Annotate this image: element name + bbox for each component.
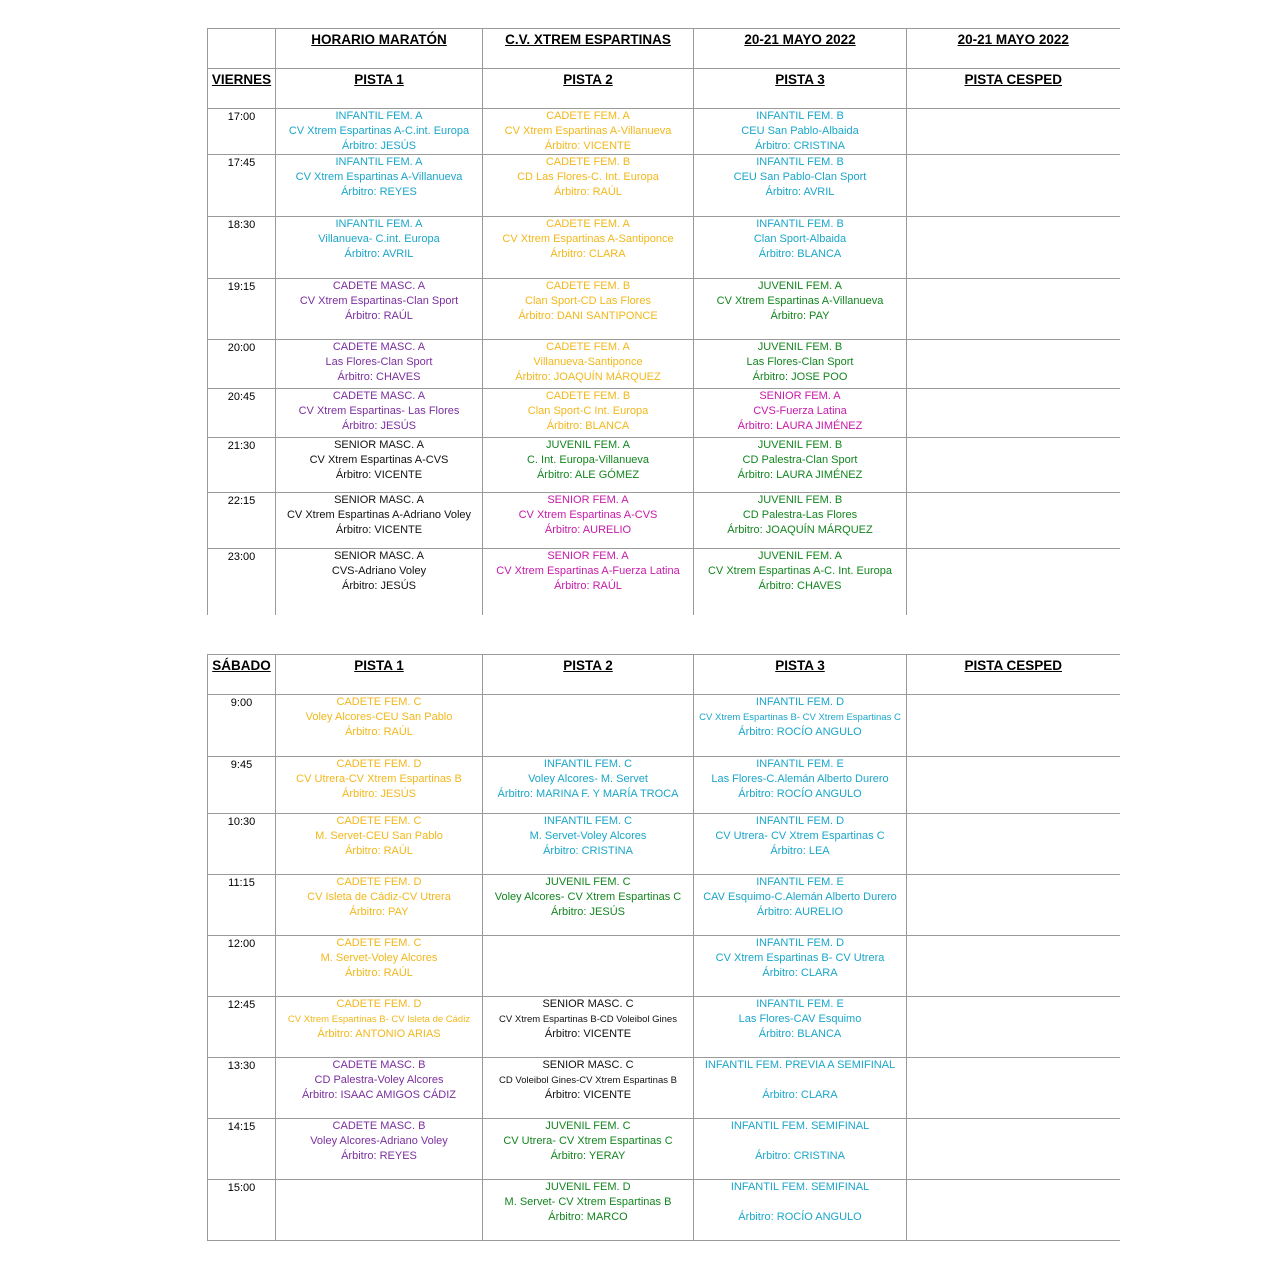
match-referee: Árbitro: RAÚL <box>345 967 413 979</box>
match-teams: M. Servet-CEU San Pablo <box>315 830 443 842</box>
match-cell <box>276 936 483 997</box>
match-referee: Árbitro: BLANCA <box>546 420 630 432</box>
time-slot: 19:15 <box>208 279 276 340</box>
match-teams: CD Las Flores-C. Int. Europa <box>517 171 659 183</box>
match-teams: M. Servet-Voley Alcores <box>320 952 438 964</box>
match-referee: Árbitro: JOSE POO <box>752 371 848 383</box>
match-referee: Árbitro: REYES <box>341 186 417 198</box>
match-cell <box>276 549 483 615</box>
match-teams: CV Utrera- CV Xtrem Espartinas C <box>715 830 885 842</box>
match-category: CADETE FEM. A <box>546 110 630 122</box>
schedule-row <box>208 217 1120 279</box>
match-cell <box>483 109 694 155</box>
match-category: CADETE MASC. B <box>332 1120 426 1132</box>
match-cell <box>483 814 694 875</box>
match-cell <box>276 155 483 217</box>
match-cell <box>276 695 483 757</box>
match-referee: Árbitro: AURELIO <box>544 524 632 536</box>
time-slot: 12:45 <box>208 997 276 1058</box>
court-header-row-cell: PISTA 3 <box>694 655 907 695</box>
match-teams: CV Xtrem Espartinas B- CV Utrera <box>715 952 885 964</box>
schedule-row <box>208 757 1120 814</box>
time-slot: 23:00 <box>208 549 276 615</box>
match-category: INFANTIL FEM. B <box>756 156 844 168</box>
match-teams: Voley Alcores-Adriano Voley <box>310 1135 448 1147</box>
court-header-row-cell: PISTA CESPED <box>907 655 1120 695</box>
match-cell <box>907 1180 1120 1241</box>
time-slot: 14:15 <box>208 1119 276 1180</box>
match-teams: CVS-Fuerza Latina <box>753 405 847 417</box>
match-cell <box>483 438 694 493</box>
match-referee: Árbitro: RAÚL <box>554 580 622 592</box>
match-teams: Clan Sport-Albaida <box>753 233 847 245</box>
match-referee: Árbitro: ISAAC AMIGOS CÁDIZ <box>301 1089 457 1101</box>
match-cell <box>276 279 483 340</box>
match-referee: Árbitro: CHAVES <box>758 580 842 592</box>
match-referee: Árbitro: YERAY <box>550 1150 626 1162</box>
time-slot: 20:45 <box>208 389 276 438</box>
friday-schedule-table <box>207 28 1120 615</box>
schedule-row <box>208 438 1120 493</box>
match-referee: Árbitro: VICENTE <box>544 140 632 152</box>
match-cell <box>694 549 907 615</box>
time-slot: 22:15 <box>208 493 276 549</box>
match-cell <box>694 438 907 493</box>
match-teams: CV Utrera-CV Xtrem Espartinas B <box>296 773 462 785</box>
match-category: INFANTIL FEM. E <box>756 998 844 1010</box>
match-cell <box>907 875 1120 936</box>
match-category: INFANTIL FEM. A <box>335 218 423 230</box>
match-category: INFANTIL FEM. SEMIFINAL <box>730 1120 870 1132</box>
match-category: JUVENIL FEM. A <box>758 280 842 292</box>
match-cell <box>276 493 483 549</box>
match-category: INFANTIL FEM. E <box>756 876 844 888</box>
court-header-row-cell: VIERNES <box>208 69 276 109</box>
match-referee: Árbitro: RAÚL <box>554 186 622 198</box>
match-referee: Árbitro: CLARA <box>550 248 626 260</box>
match-cell <box>276 389 483 438</box>
match-category: INFANTIL FEM. E <box>756 758 844 770</box>
match-category: JUVENIL FEM. A <box>758 550 842 562</box>
match-teams: Voley Alcores-CEU San Pablo <box>305 711 453 723</box>
match-referee: Árbitro: JESÚS <box>342 140 416 152</box>
match-teams: Villanueva- C.int. Europa <box>318 233 440 245</box>
match-category: CADETE FEM. D <box>336 876 422 888</box>
match-category: CADETE MASC. A <box>332 390 426 402</box>
match-referee: Árbitro: REYES <box>341 1150 417 1162</box>
match-teams: CV Xtrem Espartinas A-Fuerza Latina <box>496 565 680 577</box>
match-category: CADETE FEM. B <box>545 390 631 402</box>
match-cell <box>907 936 1120 997</box>
time-slot: 18:30 <box>208 217 276 279</box>
match-cell <box>907 997 1120 1058</box>
time-slot: 20:00 <box>208 340 276 389</box>
time-slot: 13:30 <box>208 1058 276 1119</box>
match-cell <box>276 340 483 389</box>
match-category: INFANTIL FEM. D <box>755 815 845 827</box>
match-teams: CD Palestra-Voley Alcores <box>314 1074 444 1086</box>
match-cell <box>483 217 694 279</box>
match-teams: CV Xtrem Espartinas A-CVS <box>309 454 449 466</box>
match-cell <box>907 695 1120 757</box>
match-referee: Árbitro: VICENTE <box>335 469 423 481</box>
match-teams: Las Flores-CAV Esquimo <box>738 1013 862 1025</box>
schedule-row <box>208 875 1120 936</box>
match-cell <box>694 493 907 549</box>
match-referee: Árbitro: ALE GÓMEZ <box>536 469 640 481</box>
schedule-row <box>208 109 1120 155</box>
match-cell <box>483 340 694 389</box>
match-category: INFANTIL FEM. A <box>335 110 423 122</box>
match-category: JUVENIL FEM. C <box>545 1120 631 1132</box>
match-category: CADETE FEM. D <box>336 758 422 770</box>
match-category: INFANTIL FEM. PREVIA A SEMIFINAL <box>704 1059 896 1071</box>
match-referee: Árbitro: PAY <box>770 310 830 322</box>
match-category: SENIOR MASC. A <box>334 439 424 451</box>
schedule-row <box>208 340 1120 389</box>
match-teams: Voley Alcores- CV Xtrem Espartinas C <box>494 891 682 903</box>
match-cell <box>694 875 907 936</box>
title-row-cell: 20-21 MAYO 2022 <box>907 29 1120 69</box>
match-category: JUVENIL FEM. B <box>757 494 843 506</box>
schedule-row <box>208 1180 1120 1241</box>
court-header-row-cell: PISTA 2 <box>483 69 694 109</box>
match-cell <box>694 936 907 997</box>
match-teams: CV Utrera- CV Xtrem Espartinas C <box>503 1135 673 1147</box>
court-header-row <box>208 69 1120 109</box>
saturday-schedule-table <box>207 654 1120 1241</box>
match-cell <box>483 1058 694 1119</box>
time-slot: 11:15 <box>208 875 276 936</box>
schedule-row <box>208 279 1120 340</box>
match-referee: Árbitro: CLARA <box>762 1089 838 1101</box>
match-referee: Árbitro: AURELIO <box>756 906 844 918</box>
match-cell <box>907 389 1120 438</box>
schedule-row <box>208 814 1120 875</box>
match-cell <box>694 1119 907 1180</box>
time-slot: 21:30 <box>208 438 276 493</box>
match-category: CADETE FEM. B <box>545 280 631 292</box>
match-category: SENIOR MASC. A <box>334 550 424 562</box>
match-category: CADETE FEM. D <box>336 998 422 1010</box>
match-cell <box>276 1058 483 1119</box>
schedule-row <box>208 695 1120 757</box>
match-referee: Árbitro: BLANCA <box>758 1028 842 1040</box>
match-cell <box>907 493 1120 549</box>
match-referee: Árbitro: RAÚL <box>345 310 413 322</box>
match-referee: Árbitro: PAY <box>349 906 409 918</box>
match-teams: CV Xtrem Espartinas B- CV Xtrem Espartinas C <box>699 712 901 723</box>
match-cell <box>907 340 1120 389</box>
match-teams: Clan Sport-CD Las Flores <box>525 295 651 307</box>
match-referee: Árbitro: JOAQUÍN MÁRQUEZ <box>727 524 873 536</box>
match-teams: CAV Esquimo-C.Alemán Alberto Durero <box>703 891 897 903</box>
match-referee: Árbitro: JESÚS <box>342 420 416 432</box>
match-referee: Árbitro: AVRIL <box>765 186 835 198</box>
court-header-row-cell: PISTA 1 <box>276 69 483 109</box>
match-referee: Árbitro: LAURA JIMÉNEZ <box>737 469 863 481</box>
title-row-cell: HORARIO MARATÓN <box>276 29 483 69</box>
court-header-row <box>208 655 1120 695</box>
match-teams: CV Xtrem Espartinas A-CVS <box>518 509 658 521</box>
match-teams: CV Isleta de Cádiz-CV Utrera <box>307 891 451 903</box>
match-referee: Árbitro: ROCÍO ANGULO <box>738 1211 862 1223</box>
schedule-row <box>208 389 1120 438</box>
match-cell <box>694 279 907 340</box>
match-teams: CEU San Pablo-Clan Sport <box>733 171 867 183</box>
match-category: INFANTIL FEM. SEMIFINAL <box>730 1181 870 1193</box>
match-cell <box>907 279 1120 340</box>
match-teams: CV Xtrem Espartinas A-Santiponce <box>502 233 674 245</box>
match-referee: Árbitro: ROCÍO ANGULO <box>738 788 862 800</box>
match-cell <box>694 340 907 389</box>
match-teams: CV Xtrem Espartinas A-Villanueva <box>504 125 672 137</box>
match-teams <box>694 1195 906 1210</box>
match-teams: Las Flores-C.Alemán Alberto Durero <box>711 773 889 785</box>
match-referee: Árbitro: MARINA F. Y MARÍA TROCA <box>497 788 679 800</box>
match-referee: Árbitro: RAÚL <box>345 726 413 738</box>
match-referee: Árbitro: AVRIL <box>344 248 414 260</box>
match-cell <box>907 1119 1120 1180</box>
match-referee: Árbitro: CRISTINA <box>543 845 633 857</box>
match-cell <box>694 109 907 155</box>
match-category: SENIOR FEM. A <box>547 494 629 506</box>
match-category: JUVENIL FEM. B <box>757 341 843 353</box>
match-teams: CV Xtrem Espartinas- Las Flores <box>298 405 460 417</box>
match-teams: CVS-Adriano Voley <box>331 565 427 577</box>
match-referee: Árbitro: BLANCA <box>758 248 842 260</box>
court-header-row-cell: PISTA 2 <box>483 655 694 695</box>
match-category: SENIOR FEM. A <box>547 550 629 562</box>
match-teams: Clan Sport-C Int. Europa <box>527 405 649 417</box>
schedule-row <box>208 1119 1120 1180</box>
match-referee: Árbitro: LAURA JIMÉNEZ <box>737 420 863 432</box>
match-cell <box>694 217 907 279</box>
match-referee: Árbitro: VICENTE <box>544 1089 632 1101</box>
match-cell <box>694 155 907 217</box>
match-cell <box>276 814 483 875</box>
match-cell <box>276 997 483 1058</box>
match-category: CADETE FEM. A <box>546 341 630 353</box>
schedule-row <box>208 155 1120 217</box>
match-cell <box>483 279 694 340</box>
match-referee: Árbitro: ROCÍO ANGULO <box>738 726 862 738</box>
match-teams: C. Int. Europa-Villanueva <box>526 454 650 466</box>
match-category: JUVENIL FEM. B <box>757 439 843 451</box>
match-category: INFANTIL FEM. A <box>335 156 423 168</box>
match-category: SENIOR MASC. C <box>542 998 634 1010</box>
time-slot: 17:45 <box>208 155 276 217</box>
match-teams: CV Xtrem Espartinas A-C. Int. Europa <box>707 565 893 577</box>
match-teams: CD Voleibol Gines-CV Xtrem Espartinas B <box>499 1075 677 1086</box>
match-cell <box>907 109 1120 155</box>
court-header-row-cell: PISTA CESPED <box>907 69 1120 109</box>
match-cell <box>907 549 1120 615</box>
match-category: CADETE FEM. C <box>336 937 422 949</box>
time-slot: 9:00 <box>208 695 276 757</box>
match-teams: Voley Alcores- M. Servet <box>528 773 648 785</box>
match-category: CADETE MASC. A <box>332 341 426 353</box>
match-teams: CV Xtrem Espartinas B- CV Isleta de Cádiz <box>287 1014 471 1025</box>
match-teams: M. Servet-Voley Alcores <box>529 830 647 842</box>
match-cell <box>276 1119 483 1180</box>
match-cell <box>483 1119 694 1180</box>
match-category: CADETE FEM. C <box>336 815 422 827</box>
court-header-row-cell: PISTA 3 <box>694 69 907 109</box>
match-category: SENIOR MASC. C <box>542 1059 634 1071</box>
match-cell <box>907 814 1120 875</box>
schedule-row <box>208 549 1120 615</box>
match-cell <box>276 109 483 155</box>
match-referee: Árbitro: CHAVES <box>337 371 421 383</box>
time-slot: 9:45 <box>208 757 276 814</box>
match-category: INFANTIL FEM. C <box>543 758 633 770</box>
court-header-row-cell: PISTA 1 <box>276 655 483 695</box>
match-category: INFANTIL FEM. B <box>756 218 844 230</box>
match-cell <box>483 997 694 1058</box>
match-cell <box>276 757 483 814</box>
match-cell <box>483 389 694 438</box>
match-referee: Árbitro: JESÚS <box>551 906 625 918</box>
match-teams: CV Xtrem Espartinas-Clan Sport <box>299 295 459 307</box>
title-row <box>208 29 1120 69</box>
match-teams: CV Xtrem Espartinas A-Villanueva <box>716 295 884 307</box>
match-referee: Árbitro: MARCO <box>548 1211 628 1223</box>
match-cell <box>483 493 694 549</box>
match-category: CADETE FEM. A <box>546 218 630 230</box>
match-cell <box>483 936 694 997</box>
match-referee: Árbitro: ANTONIO ARIAS <box>317 1028 441 1040</box>
match-cell <box>276 1180 483 1241</box>
match-cell <box>276 438 483 493</box>
match-category: CADETE FEM. C <box>336 696 422 708</box>
schedule-row <box>208 493 1120 549</box>
match-cell <box>483 1180 694 1241</box>
match-cell <box>694 1058 907 1119</box>
match-cell <box>694 757 907 814</box>
match-category: INFANTIL FEM. B <box>756 110 844 122</box>
match-teams: CD Palestra-Clan Sport <box>742 454 858 466</box>
time-slot: 15:00 <box>208 1180 276 1241</box>
schedule-row <box>208 997 1120 1058</box>
match-cell <box>483 695 694 757</box>
match-category: CADETE MASC. A <box>332 280 426 292</box>
match-cell <box>483 875 694 936</box>
court-header-row-cell: SÁBADO <box>208 655 276 695</box>
match-referee: Árbitro: DANI SANTIPONCE <box>518 310 658 322</box>
match-teams <box>694 1134 906 1149</box>
time-slot: 10:30 <box>208 814 276 875</box>
match-cell <box>907 217 1120 279</box>
match-cell <box>907 1058 1120 1119</box>
match-cell <box>907 757 1120 814</box>
match-cell <box>907 438 1120 493</box>
match-cell <box>483 155 694 217</box>
match-cell <box>907 155 1120 217</box>
match-cell <box>276 217 483 279</box>
title-row-cell: C.V. XTREM ESPARTINAS <box>483 29 694 69</box>
match-category: INFANTIL FEM. D <box>755 937 845 949</box>
match-category: INFANTIL FEM. D <box>755 696 845 708</box>
match-cell <box>276 875 483 936</box>
match-teams: CV Xtrem Espartinas A-Villanueva <box>295 171 463 183</box>
match-category: JUVENIL FEM. D <box>545 1181 631 1193</box>
time-slot: 17:00 <box>208 109 276 155</box>
match-category: SENIOR MASC. A <box>334 494 424 506</box>
schedule-row <box>208 936 1120 997</box>
schedule-row <box>208 1058 1120 1119</box>
match-teams: CEU San Pablo-Albaida <box>741 125 859 137</box>
match-teams: Villanueva-Santiponce <box>533 356 643 368</box>
match-teams: CV Xtrem Espartinas B-CD Voleibol Gines <box>499 1014 677 1025</box>
match-teams <box>694 1073 906 1088</box>
match-cell <box>694 1180 907 1241</box>
match-referee: Árbitro: LEA <box>770 845 830 857</box>
match-referee: Árbitro: CRISTINA <box>755 1150 845 1162</box>
match-teams: Las Flores-Clan Sport <box>325 356 433 368</box>
match-teams: M. Servet- CV Xtrem Espartinas B <box>504 1196 672 1208</box>
match-teams: CV Xtrem Espartinas A-C.int. Europa <box>288 125 470 137</box>
match-category: CADETE FEM. B <box>545 156 631 168</box>
match-category: JUVENIL FEM. A <box>546 439 630 451</box>
match-cell <box>694 997 907 1058</box>
match-cell <box>694 814 907 875</box>
match-cell <box>694 389 907 438</box>
match-referee: Árbitro: CRISTINA <box>755 140 845 152</box>
match-category: SENIOR FEM. A <box>759 390 841 402</box>
match-category: JUVENIL FEM. C <box>545 876 631 888</box>
match-category: CADETE MASC. B <box>332 1059 426 1071</box>
match-referee: Árbitro: CLARA <box>762 967 838 979</box>
match-category: INFANTIL FEM. C <box>543 815 633 827</box>
match-referee: Árbitro: RAÚL <box>345 845 413 857</box>
match-teams: Las Flores-Clan Sport <box>746 356 854 368</box>
title-row-cell <box>208 29 276 69</box>
match-cell <box>483 757 694 814</box>
match-cell <box>483 549 694 615</box>
match-cell <box>694 695 907 757</box>
match-referee: Árbitro: JESÚS <box>342 788 416 800</box>
match-teams: CD Palestra-Las Flores <box>742 509 858 521</box>
match-referee: Árbitro: VICENTE <box>335 524 423 536</box>
match-referee: Árbitro: JOAQUÍN MÁRQUEZ <box>515 371 661 383</box>
time-slot: 12:00 <box>208 936 276 997</box>
title-row-cell: 20-21 MAYO 2022 <box>694 29 907 69</box>
match-referee: Árbitro: VICENTE <box>544 1028 632 1040</box>
match-referee: Árbitro: JESÚS <box>342 580 416 592</box>
match-teams: CV Xtrem Espartinas A-Adriano Voley <box>286 509 472 521</box>
